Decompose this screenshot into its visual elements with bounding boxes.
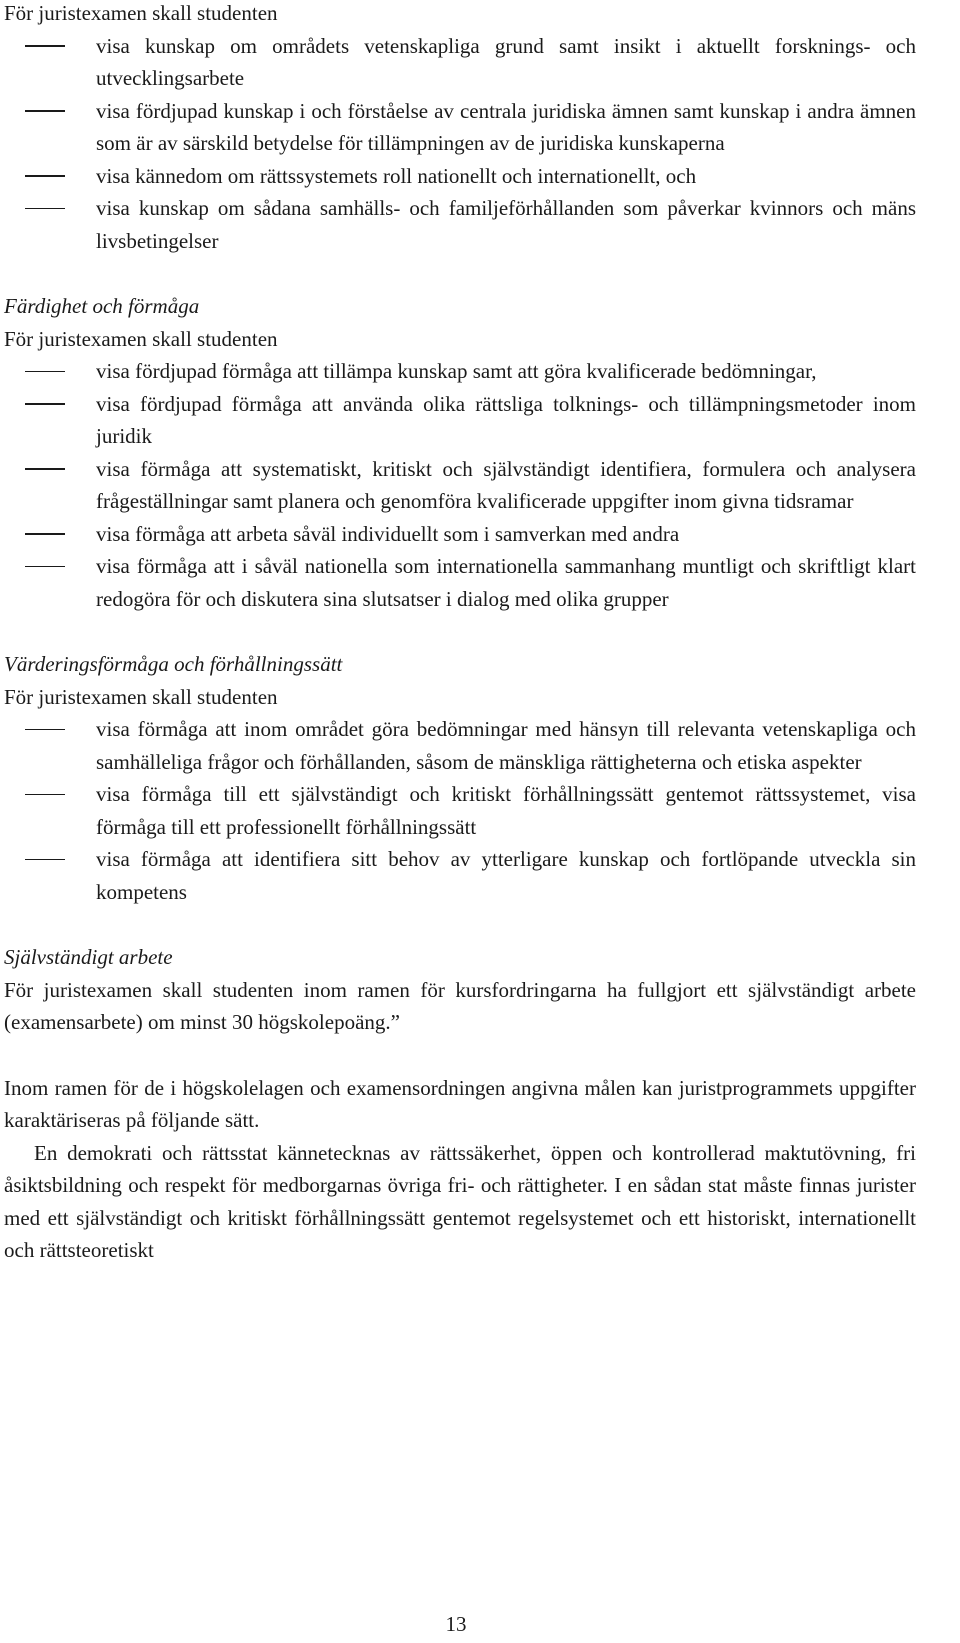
list-item: visa kännedom om rättssystemets roll nationellt och internationellt, och [4,160,916,193]
dash-bullet [25,208,65,210]
list-item: visa fördjupad förmåga att använda olika rättsliga tolknings- och tillämpningsmetoder inom juridik [4,388,916,453]
list-item: visa fördjupad kunskap i och förståelse av centrala juridiska ämnen samt kunskap i andra ämnen som är av särskild betydelse för tillämpningen av de juridiska kunskaperna [4,95,916,160]
list-item: visa förmåga att arbeta såväl individuellt som i samverkan med andra [4,518,916,551]
list-item: visa kunskap om områdets vetenskapliga grund samt insikt i aktuellt forsknings- och utvecklingsarbete [4,30,916,95]
dash-bullet [25,175,65,177]
list-item: visa förmåga att i såväl nationella som internationella sammanhang muntligt och skriftligt klart redogöra för och diskutera sina slutsatser i dialog med olika grupper [4,550,916,615]
dash-bullet [25,371,65,373]
list-item: visa förmåga att identifiera sitt behov av ytterligare kunskap och fortlöpande utveckla sin kompetens [4,843,916,908]
closing-section [4,1072,916,1267]
independent-work-section [4,941,916,1039]
skills-section [4,290,916,615]
independent-work-text: För juristexamen skall studenten inom ramen för kursfordringarna ha fullgjort ett självständigt arbete (examensarbete) om minst 30 högskolepoäng.” [4,977,916,1034]
page-number: 13 [445,1612,467,1636]
closing-paragraph-2: En demokrati och rättsstat kännetecknas av rättssäkerhet, öppen och kontrollerad maktutövning, fri åsiktsbildning och respekt för medborgarnas övriga fri- och rättigheter. I en sådan stat måste finnas jurister med ett självständigt och kritiskt förhållningssätt gentemot regelsystemet och ett historiskt, internationellt och rättsteoretiskt [4,1140,916,1262]
dash-bullet [25,794,65,796]
independent-work-heading: Självständigt arbete [4,945,173,969]
dash-bullet [25,729,65,731]
list-item: visa förmåga till ett självständigt och kritiskt förhållningssätt gentemot rättssystemet, visa förmåga till ett professionellt förhållningssätt [4,778,916,843]
values-list [4,713,916,908]
list-item: visa förmåga att inom området göra bedömningar med hänsyn till relevanta vetenskapliga och samhälleliga frågor och förhållanden, såsom de mänskliga rättigheterna och etiska aspekter [4,713,916,778]
skills-list [4,355,916,615]
knowledge-section [4,0,916,257]
values-heading: Värderingsförmåga och förhållningssätt [4,652,343,676]
dash-bullet [25,859,65,861]
document-page [4,0,916,1267]
knowledge-list [4,30,916,258]
knowledge-lead: För juristexamen skall studenten [4,1,278,25]
dash-bullet [25,566,65,568]
dash-bullet [25,110,65,112]
dash-bullet [25,533,65,535]
values-lead: För juristexamen skall studenten [4,684,278,709]
list-item: visa kunskap om sådana samhälls- och familjeförhållanden som påverkar kvinnors och mäns livsbetingelser [4,192,916,257]
skills-lead: För juristexamen skall studenten [4,326,278,351]
dash-bullet [25,45,65,47]
list-item: visa förmåga att systematiskt, kritiskt och självständigt identifiera, formulera och analysera frågeställningar samt planera och genomföra kvalificerade uppgifter inom givna tidsramar [4,453,916,518]
closing-paragraph-1: Inom ramen för de i högskolelagen och examensordningen angivna målen kan juristprogrammets uppgifter karaktäriseras på följande sätt. [4,1075,916,1132]
skills-heading: Färdighet och förmåga [4,294,200,318]
dash-bullet [25,403,65,405]
dash-bullet [25,468,65,470]
list-item: visa fördjupad förmåga att tillämpa kunskap samt att göra kvalificerade bedömningar, [4,355,916,388]
values-section [4,648,916,908]
